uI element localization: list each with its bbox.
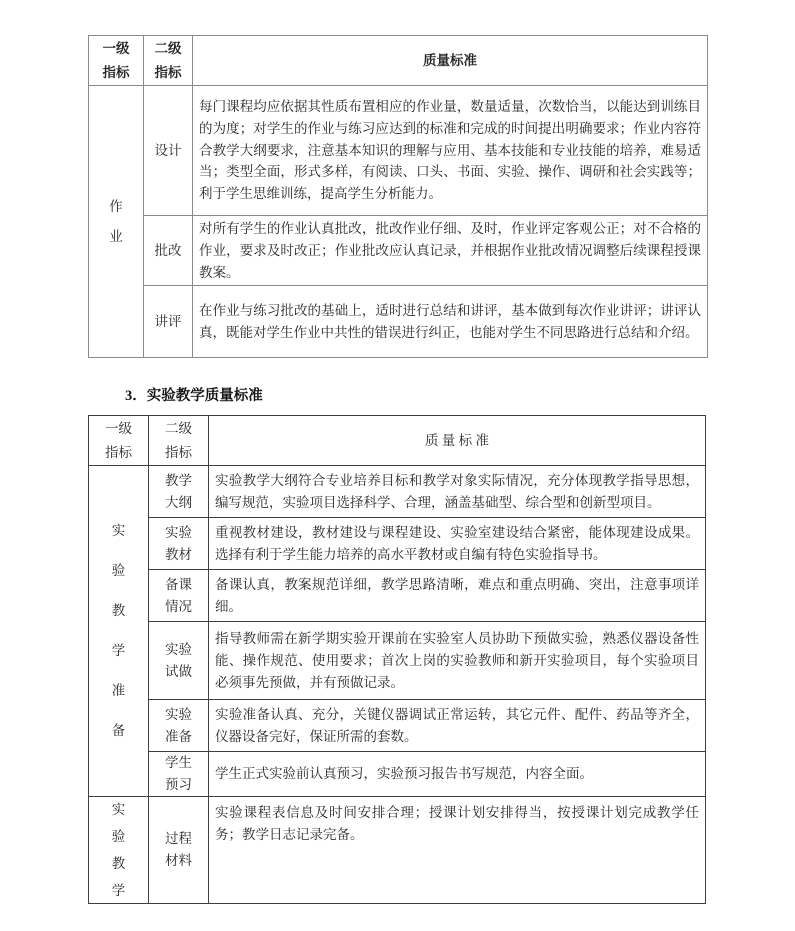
label-line: 实验 bbox=[165, 706, 192, 722]
table-row bbox=[89, 752, 706, 797]
table-row bbox=[89, 518, 706, 570]
header-line: 指标 bbox=[105, 444, 132, 460]
section-heading: 3．实验教学质量标准 bbox=[125, 388, 263, 404]
label-char: 实 bbox=[111, 523, 126, 538]
vertical-label-experiment-teaching bbox=[89, 803, 148, 898]
label-char: 验 bbox=[111, 563, 126, 578]
standard-cell bbox=[209, 752, 706, 797]
header-line: 一级 bbox=[102, 40, 130, 56]
standard-text: 实验准备认真、充分，关键仪器调试正常运转，其它元件、配件、药品等齐全，仪器设备完好，保证所需的套数。 bbox=[215, 706, 699, 744]
label-char: 验 bbox=[111, 828, 126, 844]
table2-header-standard: 质 量 标 准 bbox=[209, 416, 706, 466]
table1-header-standard: 质量标准 bbox=[193, 36, 708, 86]
label-line: 教材 bbox=[165, 546, 192, 562]
level2-label-trial-run bbox=[149, 622, 209, 700]
table1-header-level2 bbox=[144, 36, 193, 86]
label-char: 教 bbox=[111, 603, 126, 618]
standard-text: 实验课程表信息及时间安排合理；授课计划安排得当，按授课计划完成教学任务；教学日志记录完备。 bbox=[215, 805, 699, 842]
table2-level1-teaching-cell bbox=[89, 797, 149, 904]
table2-header-level1 bbox=[89, 416, 149, 466]
label-line: 学生 bbox=[165, 755, 192, 770]
standard-text: 备课认真，教案规范详细，教学思路清晰，难点和重点明确、突出，注意事项详细。 bbox=[215, 576, 699, 614]
standard-cell bbox=[193, 216, 708, 286]
header-line: 二级 bbox=[154, 40, 182, 56]
level2-label-lesson-prep bbox=[149, 570, 209, 622]
standard-cell bbox=[193, 286, 708, 358]
label-char: 备 bbox=[111, 723, 126, 738]
vertical-label-homework bbox=[89, 200, 143, 244]
level2-label-equipment-prep bbox=[149, 700, 209, 752]
label-line: 大纲 bbox=[165, 494, 192, 510]
label-char: 学 bbox=[111, 643, 126, 658]
table1-header-level1 bbox=[89, 36, 144, 86]
label-line: 情况 bbox=[165, 598, 192, 614]
standard-text: 实验教学大纲符合专业培养目标和教学对象实际情况，充分体现教学指导思想，编写规范，实验项目选择科学、合理，涵盖基础型、综合型和创新型项目。 bbox=[215, 472, 699, 510]
table-row bbox=[89, 797, 706, 904]
label-char: 教 bbox=[111, 855, 126, 871]
standard-cell bbox=[209, 518, 706, 570]
standard-cell bbox=[209, 797, 706, 904]
standard-cell bbox=[209, 466, 706, 518]
header-line: 指标 bbox=[154, 64, 182, 80]
header-line: 二级 bbox=[165, 420, 192, 436]
table1-level1-cell bbox=[89, 86, 144, 358]
table2-header-level2 bbox=[149, 416, 209, 466]
table2-level1-preparation-cell bbox=[89, 466, 149, 797]
label-line: 材料 bbox=[165, 853, 192, 868]
label-char: 实 bbox=[111, 801, 126, 817]
label-char: 作 bbox=[109, 198, 123, 214]
header-line: 指标 bbox=[165, 444, 192, 460]
table-row bbox=[89, 700, 706, 752]
label-line: 实验 bbox=[165, 641, 192, 657]
standard-cell bbox=[193, 86, 708, 216]
table-row bbox=[89, 570, 706, 622]
standard-text: 指导教师需在新学期实验开课前在实验室人员协助下预做实验，熟悉仪器设备性能、操作规范、使用要求；首次上岗的实验教师和新开实验项目，每个实验项目必须事先预做，并有预做记录。 bbox=[215, 630, 699, 690]
table1-header-row bbox=[89, 36, 708, 86]
label-char: 准 bbox=[111, 683, 126, 698]
header-line: 一级 bbox=[105, 420, 132, 436]
standard-text: 重视教材建设，教材建设与课程建设、实验室建设结合紧密，能体现建设成果。选择有利于学生能力培养的高水平教材或自编有特色实验指导书。 bbox=[215, 524, 699, 562]
header-line: 指标 bbox=[102, 64, 130, 80]
standard-text: 学生正式实验前认真预习，实验预习报告书写规范，内容全面。 bbox=[215, 766, 593, 781]
label-line: 预习 bbox=[165, 777, 192, 792]
label-line: 实验 bbox=[165, 524, 192, 540]
standard-text: 对所有学生的作业认真批改，批改作业仔细、及时，作业评定客观公正；对不合格的作业，要求及时改正；作业批改应认真记录，并根据作业批改情况调整后续课程授课教案。 bbox=[199, 221, 701, 280]
level2-label-process-materials bbox=[149, 797, 209, 904]
label-line: 备课 bbox=[165, 576, 192, 592]
label-line: 教学 bbox=[165, 472, 192, 488]
label-line: 试做 bbox=[165, 663, 192, 679]
experiment-teaching-quality-table bbox=[88, 415, 706, 904]
vertical-label-experiment-prep bbox=[89, 524, 148, 738]
table2-header-row bbox=[89, 416, 706, 466]
standard-cell bbox=[209, 700, 706, 752]
table-row bbox=[89, 622, 706, 700]
label-char: 学 bbox=[111, 882, 126, 898]
standard-text: 每门课程均应依据其性质布置相应的作业量，数量适量，次数恰当，以能达到训练目的为度；对学生的作业与练习应达到的标准和完成的时间提出明确要求；作业内容符合教学大纲要求，注意基本知识的理解与应用、基本技能和专业技能的培养，难易适当；类型全面，形式多样，有阅读、口头、书面、实验、操作、调研和社会实践等；利于学生思维训练，提高学生分析能力。 bbox=[199, 99, 701, 202]
label-char: 业 bbox=[109, 228, 123, 244]
table-row bbox=[89, 216, 708, 286]
standard-cell bbox=[209, 570, 706, 622]
table-row bbox=[89, 86, 708, 216]
standard-text: 在作业与练习批改的基础上，适时进行总结和讲评，基本做到每次作业讲评；讲评认真，既能对学生作业中共性的错误进行纠正，也能对学生不同思路进行总结和介绍。 bbox=[199, 303, 701, 340]
level2-label-review: 讲评 bbox=[144, 286, 193, 358]
label-line: 准备 bbox=[165, 728, 192, 744]
level2-label-syllabus bbox=[149, 466, 209, 518]
level2-label-design: 设计 bbox=[144, 86, 193, 216]
table-row bbox=[89, 466, 706, 518]
level2-label-textbook bbox=[149, 518, 209, 570]
table-row bbox=[89, 286, 708, 358]
level2-label-correction: 批改 bbox=[144, 216, 193, 286]
level2-label-student-preview bbox=[149, 752, 209, 797]
label-line: 过程 bbox=[165, 831, 192, 846]
homework-quality-table bbox=[88, 35, 708, 358]
standard-cell bbox=[209, 622, 706, 700]
